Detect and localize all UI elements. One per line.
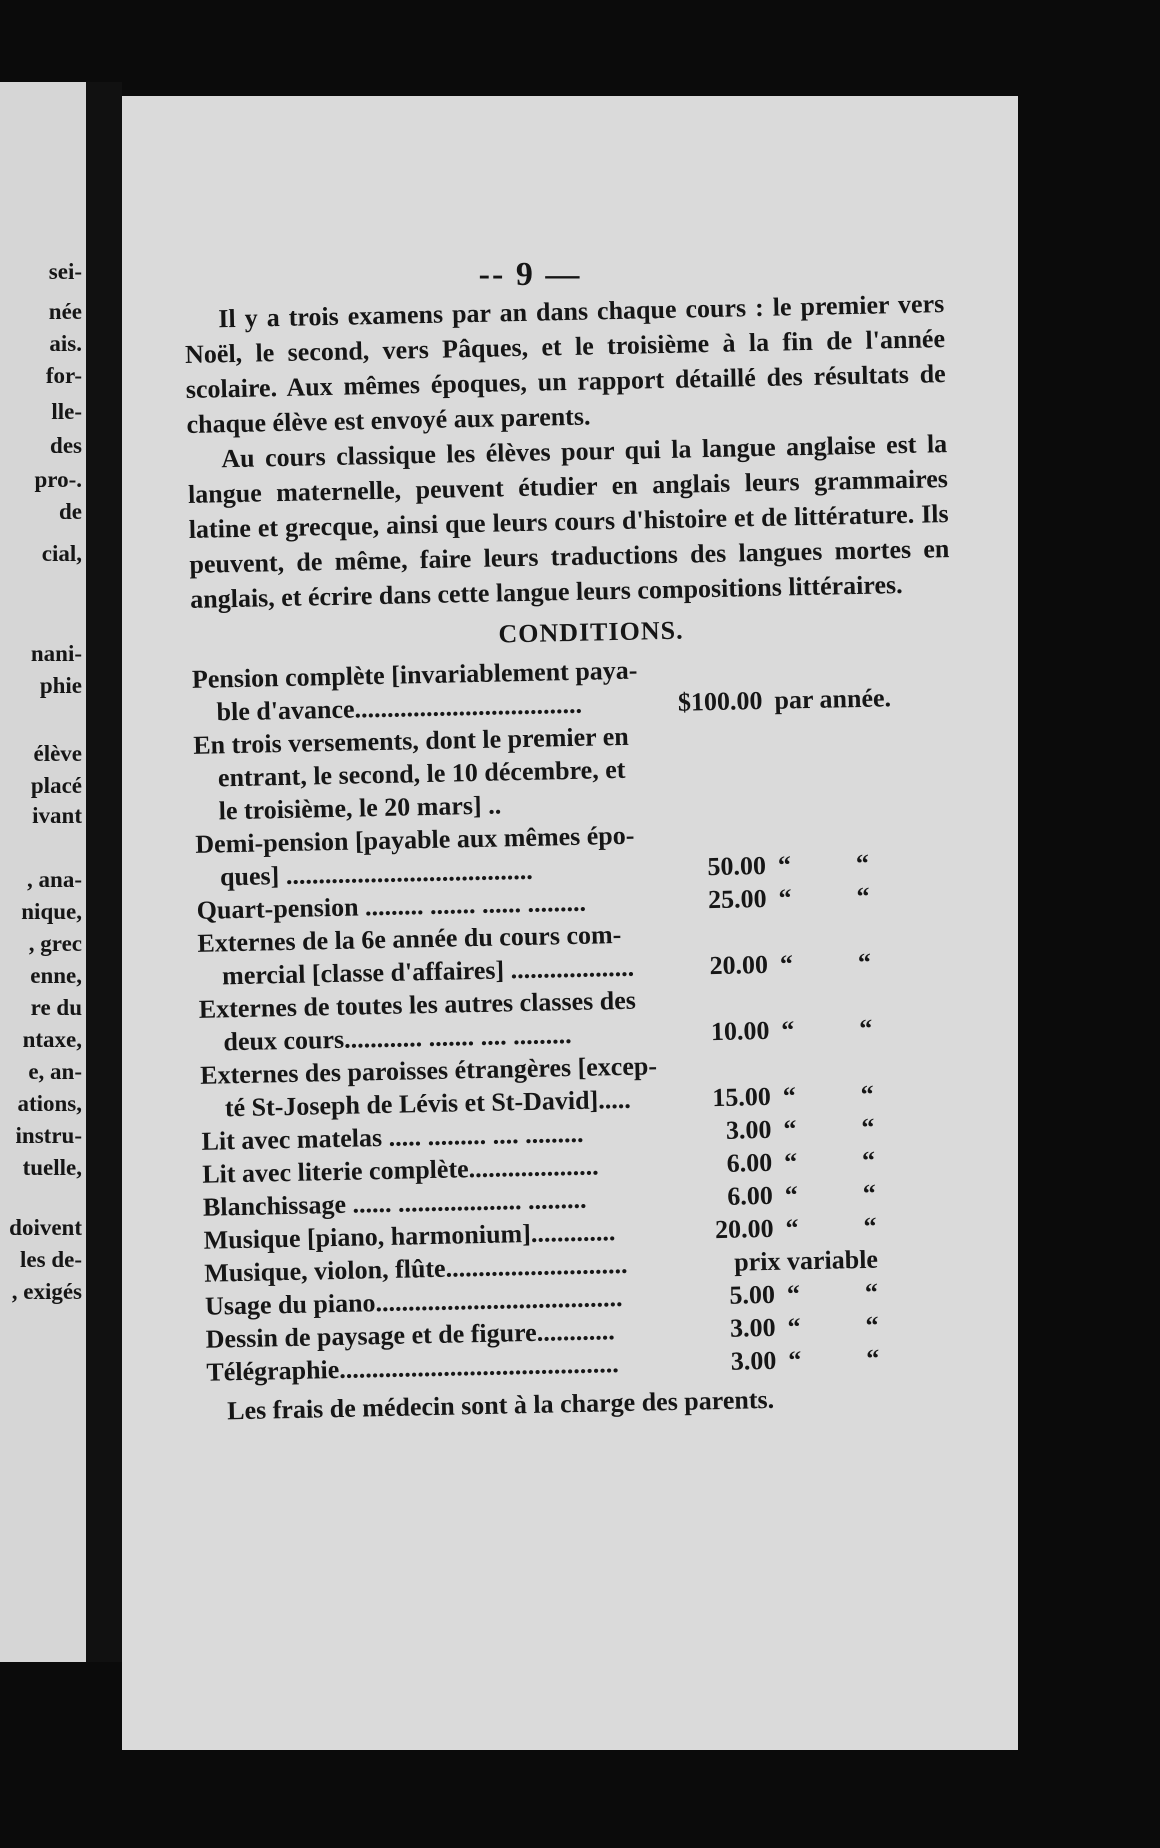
- condition-unit-ditto: “: [862, 1178, 877, 1208]
- condition-unit: “: [779, 949, 794, 979]
- condition-price: 50.00: [707, 850, 767, 882]
- condition-price: 6.00: [726, 1147, 773, 1178]
- condition-unit-ditto: “: [859, 1013, 873, 1044]
- left-facing-page: [0, 82, 86, 1662]
- page-number: -- 9 —: [478, 256, 582, 293]
- condition-price: 3.00: [725, 1114, 772, 1145]
- condition-price: 20.00: [714, 1213, 774, 1245]
- left-page-fragment: de: [59, 499, 82, 524]
- condition-price: 10.00: [710, 1015, 770, 1047]
- left-page-fragment: nique,: [21, 899, 82, 924]
- condition-label: Externes de la 6e année du cours com-: [197, 919, 622, 958]
- left-page-fragment: des: [50, 433, 82, 458]
- condition-label: le troisième, le 20 mars] ..: [218, 790, 502, 826]
- condition-unit: “: [781, 1015, 795, 1045]
- condition-unit: “: [787, 1312, 801, 1342]
- book-page: [122, 96, 1018, 1750]
- paragraph-examens: Il y a trois examens par an dans chaque cours : le premier vers Noël, le second, vers Pâques, et le troisième à la fin de l'année scolaire. Aux mêmes époques, un rapport détaillé des résultats de chaque élève est envoyé aux parents.: [184, 289, 946, 439]
- condition-label: Externes des paroisses étrangères [excep-: [199, 1051, 658, 1090]
- condition-price: 5.00: [729, 1279, 776, 1310]
- condition-unit: “: [785, 1213, 799, 1243]
- condition-unit-ditto: “: [855, 848, 870, 879]
- condition-label: Lit avec literie complète....................: [201, 1151, 599, 1189]
- left-page-fragment: sei-: [48, 259, 82, 284]
- condition-label: mercial [classe d'affaires] ...................: [221, 952, 635, 991]
- left-page-fragment: instru-: [15, 1123, 82, 1148]
- condition-price: 3.00: [729, 1312, 776, 1343]
- condition-price: 25.00: [707, 883, 767, 915]
- condition-label: entrant, le second, le 10 décembre, et: [217, 754, 626, 793]
- left-page-fragment: les de-: [20, 1247, 82, 1272]
- left-page-fragment: cial,: [41, 541, 82, 566]
- condition-label: En trois versements, dont le premier en: [192, 721, 629, 760]
- condition-label: Lit avec matelas ..... ......... .... .........: [201, 1118, 584, 1156]
- left-page-fragment: placé: [30, 773, 82, 798]
- left-page-fragment: ivant: [32, 803, 82, 828]
- condition-unit: prix variable: [733, 1244, 879, 1277]
- condition-price: 3.00: [730, 1345, 777, 1376]
- left-page-fragment: tuelle,: [22, 1155, 82, 1180]
- left-page-fragment: , exigés: [11, 1279, 82, 1304]
- condition-label: té St-Joseph de Lévis et St-David].....: [224, 1084, 631, 1123]
- condition-unit-ditto: “: [860, 1079, 875, 1109]
- left-page-fragment: née: [48, 299, 82, 324]
- page-content: [184, 286, 967, 1429]
- footer-note: Les frais de médecin sont à la charge des parents.: [226, 1384, 775, 1426]
- condition-price: $100.00: [677, 685, 763, 717]
- left-page-fragment: ations,: [17, 1091, 82, 1116]
- condition-label: Externes de toutes les autres classes des: [198, 985, 637, 1024]
- left-page-fragment: élève: [33, 741, 82, 766]
- condition-unit: par année.: [774, 683, 892, 715]
- condition-label: Demi-pension [payable aux mêmes épo-: [195, 820, 635, 859]
- conditions-heading: CONDITIONS.: [498, 615, 684, 649]
- condition-unit-ditto: “: [857, 947, 872, 978]
- left-page-fragment: nani-: [30, 641, 82, 666]
- left-page-fragment: ais.: [49, 331, 82, 356]
- left-page-fragment: , grec: [28, 931, 82, 956]
- condition-label: Usage du piano......................................: [204, 1283, 623, 1321]
- condition-unit-ditto: “: [865, 1343, 880, 1373]
- left-page-fragment: ntaxe,: [22, 1027, 82, 1052]
- condition-unit: “: [783, 1147, 798, 1177]
- condition-unit: “: [786, 1279, 801, 1309]
- condition-label: Dessin de paysage et de figure............: [205, 1316, 615, 1354]
- condition-price: 15.00: [711, 1081, 772, 1113]
- left-page-fragment: lle-: [51, 399, 82, 424]
- condition-unit: “: [782, 1081, 797, 1111]
- condition-unit: “: [784, 1180, 799, 1210]
- condition-unit-ditto: “: [861, 1112, 875, 1142]
- condition-label: ble d'avance...................................: [216, 689, 583, 727]
- left-page-fragment: e, an-: [28, 1059, 82, 1084]
- condition-price: 6.00: [727, 1180, 774, 1211]
- left-page-fragment: doivent: [9, 1215, 82, 1240]
- condition-label: Télégraphie...........................................: [206, 1349, 620, 1387]
- left-page-fragment: pro-.: [34, 467, 82, 492]
- condition-unit-ditto: “: [863, 1211, 877, 1241]
- condition-unit-ditto: “: [856, 881, 870, 912]
- condition-unit-ditto: “: [864, 1277, 879, 1307]
- condition-price: 20.00: [709, 949, 769, 981]
- condition-label: deux cours............ ....... .... .........: [223, 1020, 572, 1057]
- condition-label: Musique [piano, harmonium].............: [203, 1217, 616, 1255]
- left-page-fragment: re du: [30, 995, 82, 1020]
- condition-label: ques] ......................................: [219, 855, 534, 892]
- paragraph-cours-classique: Au cours classique les élèves pour qui la langue anglaise est la langue maternelle, peuvent étudier en anglais leurs grammaires latine et grecque, ainsi que leurs cours d'histoire et de littérature. Ils peuvent, de même, faire leurs traductions des langues mortes en anglais, et écrire dans cette langue leurs compositions littéraires.: [187, 429, 950, 614]
- left-page-fragment: , ana-: [27, 867, 82, 892]
- left-page-fragment: for-: [45, 363, 82, 388]
- condition-label: Quart-pension ......... ....... ...... .........: [196, 887, 587, 925]
- condition-unit-ditto: “: [865, 1310, 879, 1340]
- left-page-fragment: enne,: [30, 963, 82, 988]
- condition-unit: “: [778, 883, 792, 913]
- left-page-fragment: phie: [39, 673, 82, 698]
- condition-label: Pension complète [invariablement paya-: [191, 655, 638, 694]
- page-gutter: [86, 82, 122, 1662]
- condition-unit: “: [777, 850, 792, 880]
- condition-label: Musique, violon, flûte............................: [204, 1249, 628, 1288]
- condition-unit: “: [787, 1345, 802, 1375]
- condition-unit: “: [783, 1114, 797, 1144]
- condition-unit-ditto: “: [861, 1145, 876, 1175]
- conditions-list: [192, 646, 967, 1388]
- condition-label: Blanchissage ...... ................... .........: [202, 1184, 587, 1222]
